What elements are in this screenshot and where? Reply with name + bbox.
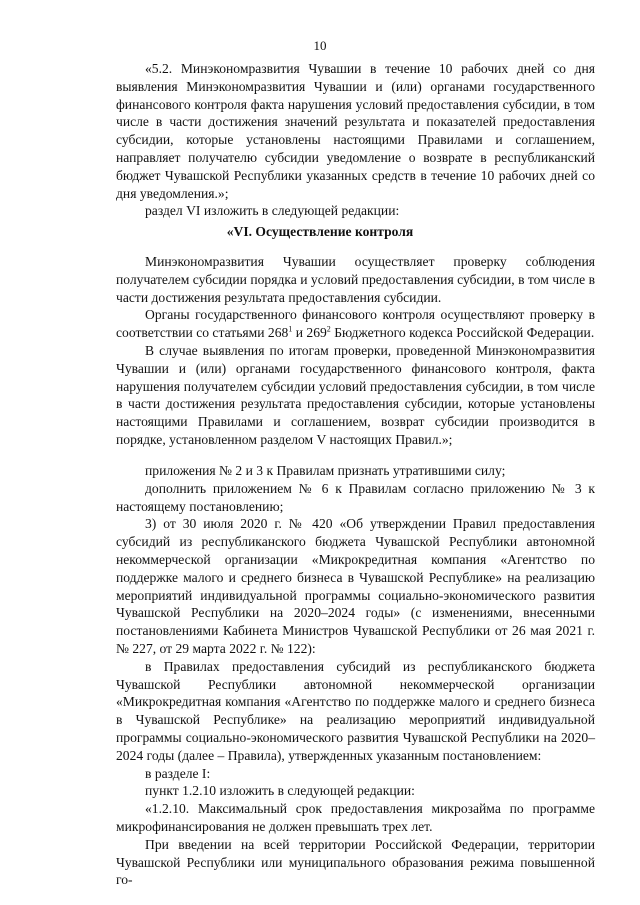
- paragraph-control-1: Минэкономразвития Чувашии осуществляет проверку соблюдения получателем субсидии порядка и условий предоставления субсидии, в том числе в части достижения результата предоставления субсидии.: [116, 254, 595, 305]
- paragraph-section-i: в разделе I:: [145, 765, 211, 781]
- paragraph-1-2-10-text: «1.2.10. Максимальный срок предоставления микрозайма по программе микрофинансирования не должен превышать трех лет.: [116, 801, 595, 834]
- paragraph-appendix-add: дополнить приложением № 6 к Правилам согласно приложению № 3 к настоящему постановлению;: [116, 480, 595, 514]
- section-vi-heading: «VI. Осуществление контроля: [226, 224, 414, 239]
- paragraph-appendix-void: приложения № 2 и 3 к Правилам признать утратившими силу;: [145, 463, 506, 478]
- paragraph-5-2: «5.2. Минэкономразвития Чувашии в течение 10 рабочих дней со дня выявления Минэкономразвития Чувашии и (или) органами государственного финансового контроля факта нарушения условий предоставления субсидии, в том числе в части достижения значений результата и показателей предоставления субсидии, которые установлены настоящими Правилами и соглашением, направляет получателю субсидии уведомление о возврате в республиканский бюджет Чувашской Республики указанных средств в течение 10 рабочих дней со дня уведомления.»;: [116, 61, 595, 201]
- amendments-block: [116, 462, 595, 889]
- section-5-2-block: [116, 60, 595, 220]
- paragraph-point-1-2-10: пункт 1.2.10 изложить в следующей редакции:: [145, 783, 415, 799]
- paragraph-rules: в Правилах предоставления субсидий из республиканского бюджета Чувашской Республики автономной некоммерческой организации «Микрокредитная компания «Агентство по поддержке малого и среднего бизнеса в Чувашской Республике» на реализацию мероприятий индивидуальной программы социально-экономического развития Чувашской Республики на 2020–2024 годы (далее – Правила), утвержденных указанным постановлением:: [116, 658, 595, 763]
- paragraph-control-2: Органы государственного финансового контроля осуществляют проверку в соответствии со статьями $268^1$ и $269^2$ Бюджетного кодекса Российской Федерации.: [116, 307, 595, 341]
- page-number: 10: [313, 38, 327, 53]
- paragraph-control-3: В случае выявления по итогам проверки, проведенной Минэкономразвития Чувашии и (или) органами государственного финансового контроля, факта нарушения получателем субсидии условий предоставления субсидии, в том числе в части достижения результата предоставления субсидии, которые установлены настоящими Правилами и соглашением, возврат субсидии производится в порядке, установленном разделом V настоящих Правил.»;: [116, 342, 595, 447]
- paragraph-regime: При введении на всей территории Российской Федерации, территории Чувашской Республики или муниципального образования режима повышенной го-: [116, 836, 595, 888]
- section-vi-body: [116, 253, 595, 449]
- paragraph-section-vi-intro: раздел VI изложить в следующей редакции:: [145, 203, 400, 219]
- paragraph-item-3: 3) от 30 июля 2020 г. № 420 «Об утверждении Правил предоставления субсидий из республиканского бюджета Чувашской Республики автономной некоммерческой организации «Микрокредитная компания «Агентство по поддержке малого и среднего бизнеса в Чувашской Республике» на реализацию мероприятий индивидуальной программы социально-экономического развития Чувашской Республики на 2020–2024 годы» (с изменениями, внесенными постановлениями Кабинета Министров Чувашской Республики от 26 мая 2021 г. № 227, от 29 марта 2022 г. № 122):: [116, 516, 595, 656]
